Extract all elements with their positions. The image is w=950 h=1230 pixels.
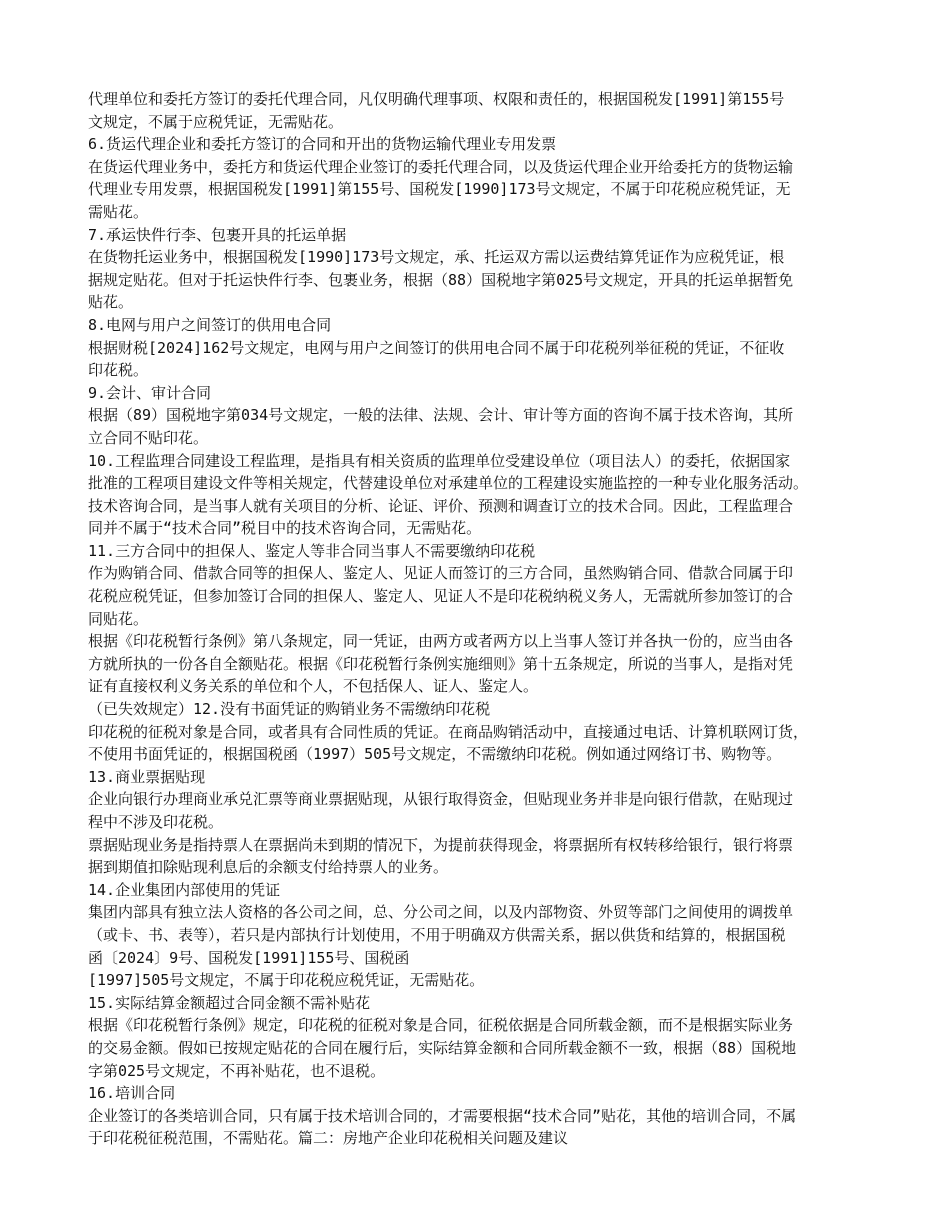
text-line: 文规定，不属于应税凭证，无需贴花。 [88,112,344,131]
text-line: 需贴花。 [88,202,149,221]
section-heading: 10.工程监理合同建设工程监理，是指具有相关资质的监理单位受建设单位（项目法人）的委托，依据国家 [88,451,791,470]
text-line: 印花税的征税对象是合同，或者具有合同性质的凭证。在商品购销活动中，直接通过电话、计算机联网订货， [88,722,809,741]
section-heading: 11.三方合同中的担保人、鉴定人等非合同当事人不需要缴纳印花税 [88,541,536,560]
text-line: 票据贴现业务是指持票人在票据尚未到期的情况下，为提前获得现金，将票据所有权转移给银行，银行将票 [88,835,794,854]
text-line: 据到期值扣除贴现利息后的余额支付给持票人的业务。 [88,858,449,877]
section-heading: 13.商业票据贴现 [88,767,206,786]
text-line: 字第025号文规定，不再补贴花，也不退税。 [88,1061,386,1080]
text-line: 代理单位和委托方签订的委托代理合同，凡仅明确代理事项、权限和责任的，根据国税发[1991]第155号 [88,90,785,108]
section-heading: 8.电网与用户之间签订的供用电合同 [88,315,332,334]
text-line: 同并不属于“技术合同”税目中的技术咨询合同，无需贴花。 [88,519,482,538]
text-line: 代理业专用发票，根据国税发[1991]第155号、国税发[1990]173号文规定，不属于印花税应税凭证，无 [88,180,791,199]
text-line: 据规定贴花。但对于托运快件行李、包裹业务，根据（88）国税地字第025号文规定，开具的托运单据暂免 [88,270,794,289]
text-line: 集团内部具有独立法人资格的各公司之间，总、分公司之间，以及内部物资、外贸等部门之间使用的调拨单 [88,903,794,922]
section-heading: 6.货运代理企业和委托方签订的合同和开出的货物运输代理业专用发票 [88,135,557,154]
text-line: 印花税。 [88,361,149,380]
section-heading: 7.承运快件行李、包裹开具的托运单据 [88,225,347,244]
text-line: 根据财税[2024]162号文规定，电网与用户之间签订的供用电合同不属于印花税列举征税的凭证，不征收 [88,338,785,357]
section-heading: 15.实际结算金额超过合同金额不需补贴花 [88,993,371,1012]
text-line: 企业签订的各类培训合同，只有属于技术培训合同的，才需要根据“技术合同”贴花，其他的培训合同，不属 [88,1106,797,1125]
text-line: [1997]505号文规定，不属于印花税应税凭证，无需贴花。 [88,971,485,990]
text-line: 作为购销合同、借款合同等的担保人、鉴定人、见证人而签订的三方合同，虽然购销合同、借款合同属于印 [88,564,794,583]
section-heading: 9.会计、审计合同 [88,383,212,402]
text-line: 方就所执的一份各自全额贴花。根据《印花税暂行条例实施细则》第十五条规定，所说的当事人，是指对凭 [88,654,794,673]
text-line: 于印花税征税范围，不需贴花。篇二：房地产企业印花税相关问题及建议 [88,1129,569,1148]
text-line: 同贴花。 [88,609,149,628]
text-line: 函〔2024〕9号、国税发[1991]155号、国税函 [88,948,410,967]
text-line: 批准的工程项目建设文件等相关规定，代替建设单位对承建单位的工程建设实施监控的一种专业化服务活动。 [88,474,809,493]
text-line: 在货运代理业务中，委托方和货运代理企业签订的委托代理合同，以及货运代理企业开给委托方的货物运输 [88,157,794,176]
text-line: 企业向银行办理商业承兑汇票等商业票据贴现，从银行取得资金，但贴现业务并非是向银行借款，在贴现过 [88,790,794,809]
text-line: 程中不涉及印花税。 [88,813,224,831]
text-line: 立合同不贴印花。 [88,428,209,447]
text-line: 根据（89）国税地字第034号文规定，一般的法律、法规、会计、审计等方面的咨询不属于技术咨询，其所 [88,406,794,425]
section-heading: 14.企业集团内部使用的凭证 [88,880,281,899]
text-line: 在货物托运业务中，根据国税发[1990]173号文规定，承、托运双方需以运费结算凭证作为应税凭证，根 [88,248,785,267]
text-line: 证有直接权利义务关系的单位和个人，不包括保人、证人、鉴定人。 [88,677,539,696]
text-line: 根据《印花税暂行条例》规定，印花税的征税对象是合同，征税依据是合同所载金额，而不是根据实际业务 [88,1016,794,1035]
text-line: 技术咨询合同，是当事人就有关项目的分析、论证、评价、预测和调查订立的技术合同。因此，工程监理合 [88,496,794,515]
text-line: 根据《印花税暂行条例》第八条规定，同一凭证，由两方或者两方以上当事人签订并各执一份的，应当由各 [88,632,794,651]
section-heading: 16.培训合同 [88,1084,176,1103]
text-line: 的交易金额。假如已按规定贴花的合同在履行后，实际结算金额和合同所载金额不一致，根据（88）国税地 [88,1038,797,1057]
text-line: 不使用书面凭证的，根据国税函（1997）505号文规定，不需缴纳印花税。例如通过网络订书、购物等。 [88,745,782,764]
text-line: 贴花。 [88,293,134,312]
section-heading: （已失效规定）12.没有书面凭证的购销业务不需缴纳印花税 [88,700,491,719]
text-line: 花税应税凭证，但参加签订合同的担保人、鉴定人、见证人不是印花税纳税义务人，无需就所参加签订的合 [88,587,794,606]
text-line: （或卡、书、表等），若只是内部执行计划使用，不用于明确双方供需关系，据以供货和结算的，根据国税 [88,925,786,944]
